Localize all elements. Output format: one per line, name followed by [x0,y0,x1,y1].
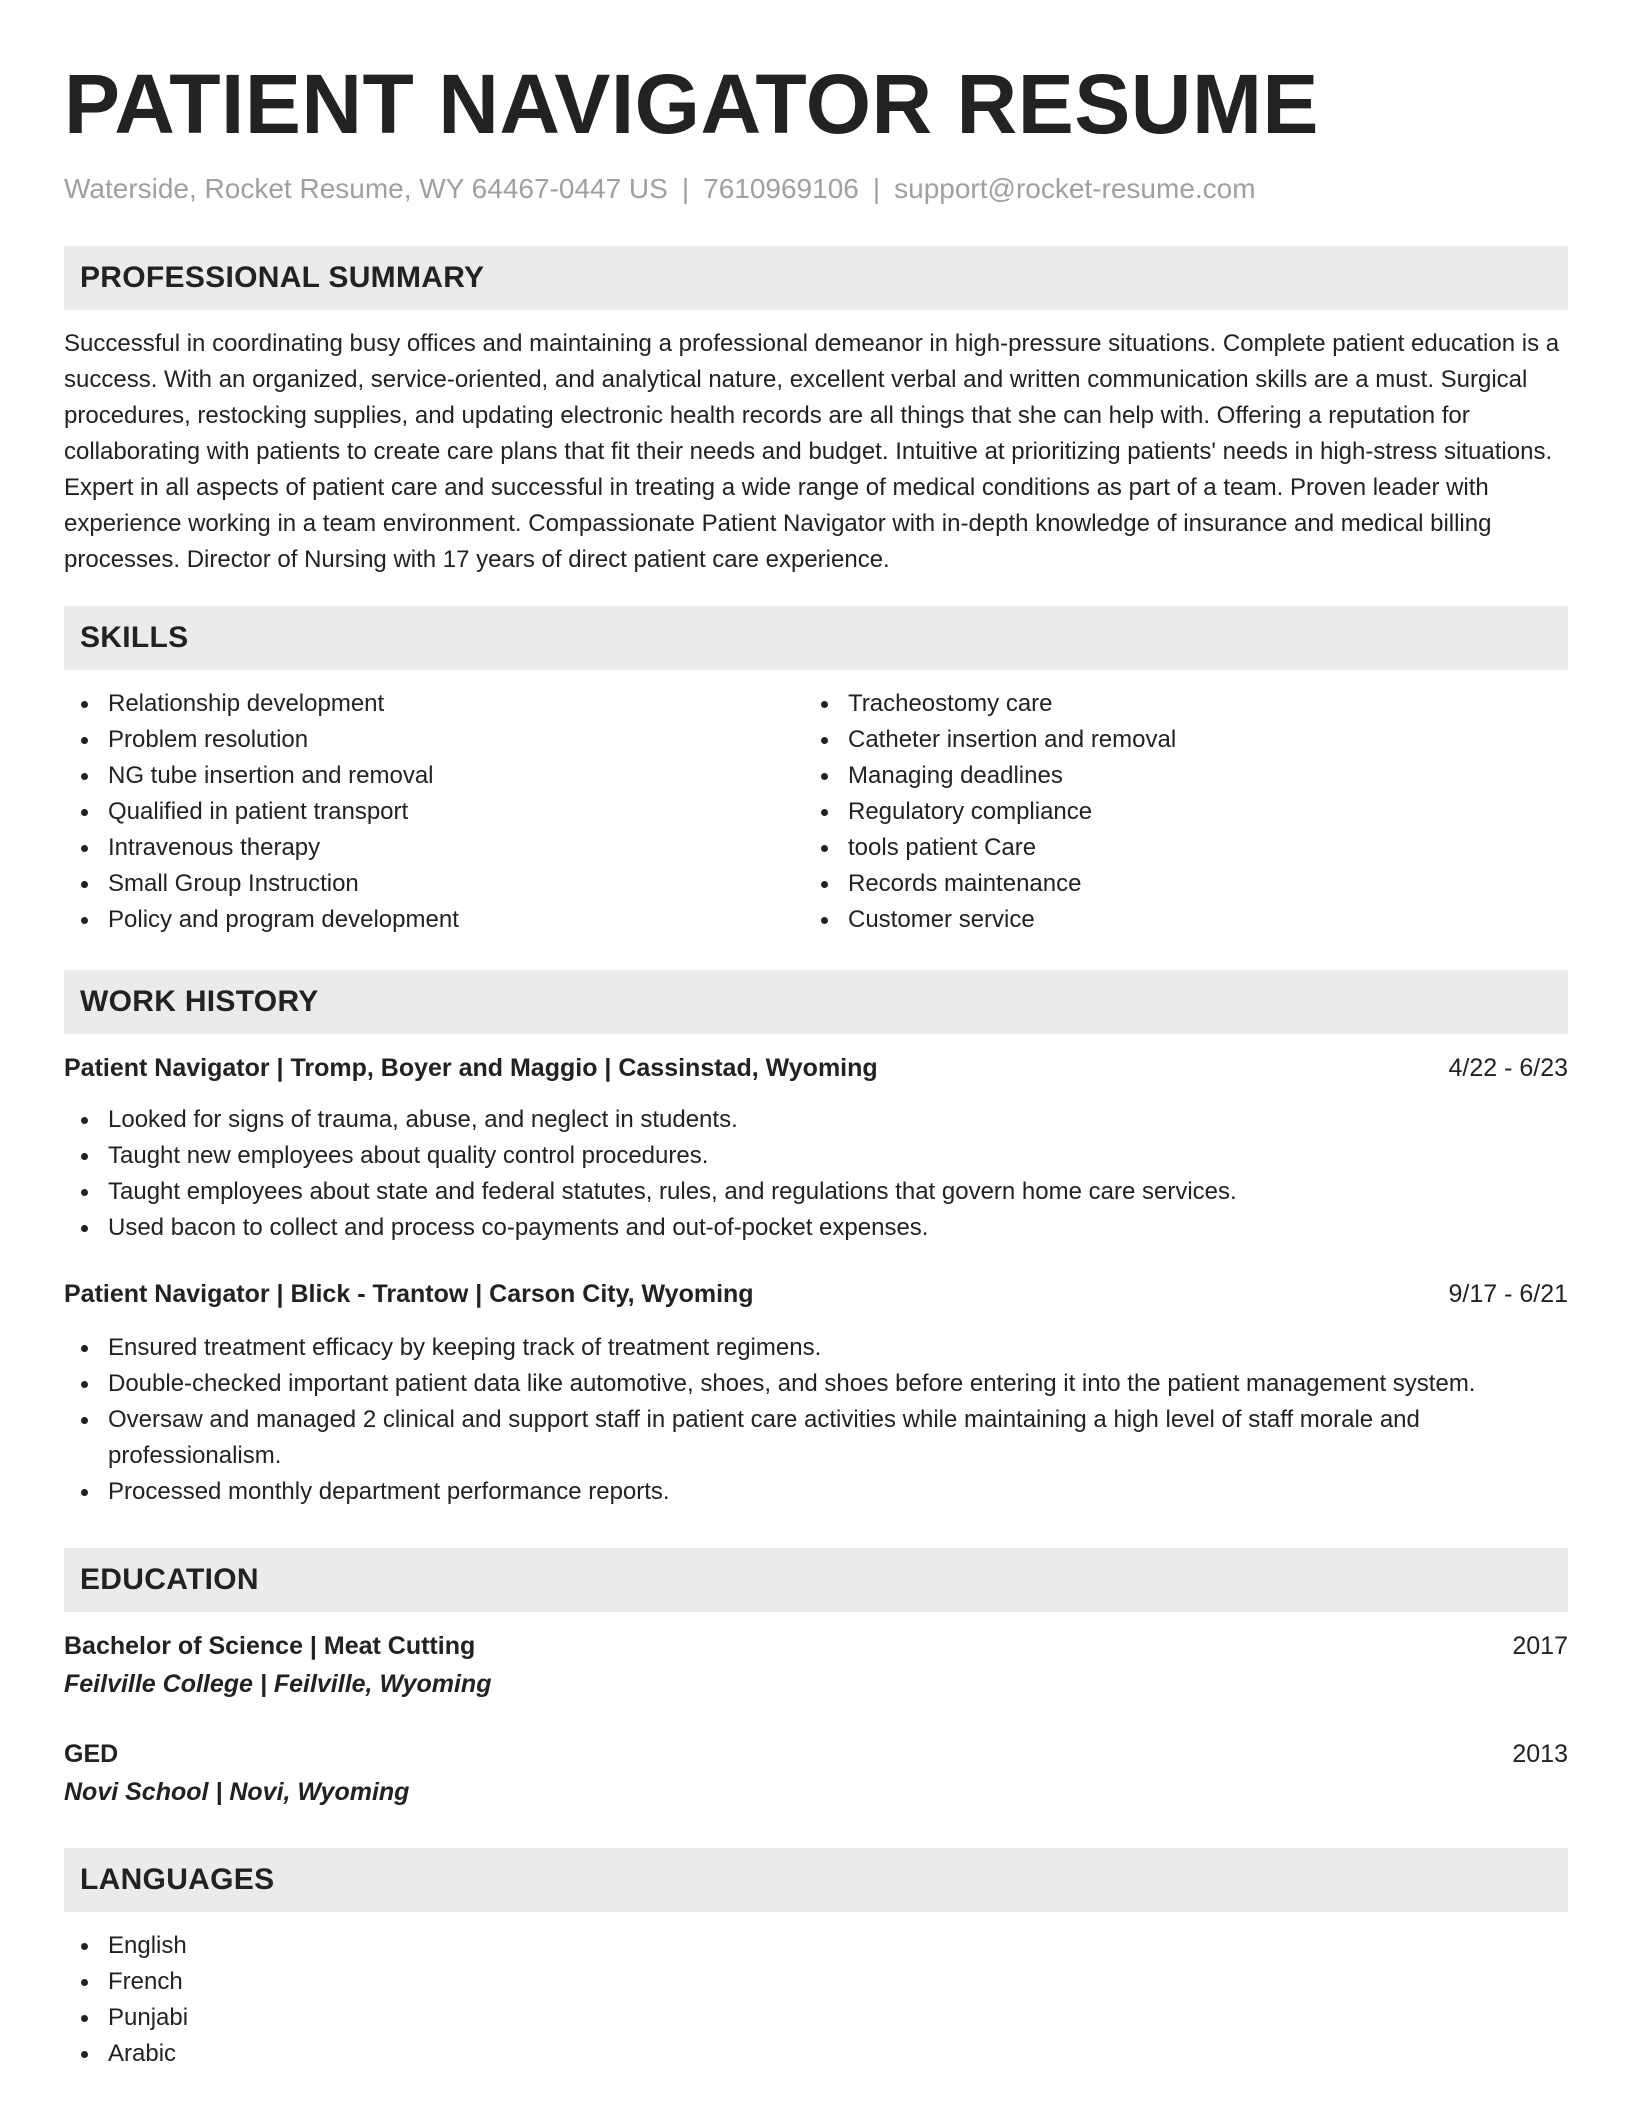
skill-item: Intravenous therapy [64,830,804,866]
education-header [64,1628,1568,1664]
job-header [64,1276,1568,1312]
resume-title: PATIENT NAVIGATOR RESUME [64,57,1319,151]
skill-item: Qualified in patient transport [64,794,804,830]
language-item: English [64,1928,1568,1964]
job-bullet: Double-checked important patient data like automotive, shoes, and shoes before entering it into the patient management system. [64,1366,1568,1402]
education-header [64,1736,1568,1772]
job-bullets [64,1330,1568,1510]
job-bullets [64,1102,1568,1246]
job-dates: 9/17 - 6/21 [1448,1280,1568,1308]
skill-item: Tracheostomy care [804,686,1544,722]
skill-item: Relationship development [64,686,804,722]
section-header-education: EDUCATION [64,1548,1568,1612]
education-degree: Bachelor of Science | Meat Cutting [64,1632,476,1660]
languages-list [64,1928,1568,2072]
skill-item: Managing deadlines [804,758,1544,794]
contact-separator: | [681,173,690,204]
job-bullet: Taught employees about state and federal statutes, rules, and regulations that govern home care services. [64,1174,1568,1210]
skill-item: Customer service [804,902,1544,938]
language-item: Arabic [64,2036,1568,2072]
skills-grid [64,686,1568,938]
skill-item: Records maintenance [804,866,1544,902]
skills-list-right [804,686,1544,938]
education-school: Novi School | Novi, Wyoming [64,1778,410,1806]
skill-item: Regulatory compliance [804,794,1544,830]
education-school: Feilville College | Feilville, Wyoming [64,1670,492,1698]
job-bullet: Ensured treatment efficacy by keeping track of treatment regimens. [64,1330,1568,1366]
job-dates: 4/22 - 6/23 [1448,1054,1568,1082]
section-header-summary: PROFESSIONAL SUMMARY [64,246,1568,310]
contact-phone: 7610969106 [703,173,859,204]
skill-item: NG tube insertion and removal [64,758,804,794]
job-header [64,1050,1568,1086]
contact-line [64,172,1568,206]
contact-separator: | [872,173,881,204]
skill-item: Policy and program development [64,902,804,938]
summary-text: Successful in coordinating busy offices and maintaining a professional demeanor in high-pressure situations. Complete patient education is a success. With an organized, service-oriented, and analytical nature, excellent verbal and written communication skills are a must. Surgical procedures, restocking supplies, and updating electronic health records are all things that she can help with. Offering a reputation for collaborating with patients to create care plans that fit their needs and budget. Intuitive at prioritizing patients' needs in high-stress situations. Expert in all aspects of patient care and successful in treating a wide range of medical conditions as part of a team. Proven leader with experience working in a team environment. Compassionate Patient Navigator with in-depth knowledge of insurance and medical billing processes. Director of Nursing with 17 years of direct patient care experience. [64,330,1560,573]
job-title: Patient Navigator | Blick - Trantow | Carson City, Wyoming [64,1280,754,1308]
education-degree: GED [64,1740,119,1768]
skill-item: tools patient Care [804,830,1544,866]
job-title: Patient Navigator | Tromp, Boyer and Maggio | Cassinstad, Wyoming [64,1054,878,1082]
contact-email: support@rocket-resume.com [894,173,1256,204]
language-item: Punjabi [64,2000,1568,2036]
section-header-skills: SKILLS [64,606,1568,670]
job-bullet: Used bacon to collect and process co-payments and out-of-pocket expenses. [64,1210,1568,1246]
skill-item: Problem resolution [64,722,804,758]
job-bullet: Oversaw and managed 2 clinical and support staff in patient care activities while maintaining a high level of staff morale and professionalism. [64,1402,1568,1474]
education-year: 2013 [1512,1740,1568,1768]
skill-item: Small Group Instruction [64,866,804,902]
education-year: 2017 [1512,1632,1568,1660]
education-entry [64,1628,1568,1702]
education-entry [64,1736,1568,1810]
skill-item: Catheter insertion and removal [804,722,1544,758]
job-entry [64,1050,1568,1246]
contact-address: Waterside, Rocket Resume, WY 64467-0447 US [64,173,668,204]
job-entry [64,1276,1568,1510]
section-header-languages: LANGUAGES [64,1848,1568,1912]
skills-list-left [64,686,804,938]
job-bullet: Looked for signs of trauma, abuse, and neglect in students. [64,1102,1568,1138]
job-bullet: Processed monthly department performance reports. [64,1474,1568,1510]
section-header-work: WORK HISTORY [64,970,1568,1034]
job-bullet: Taught new employees about quality control procedures. [64,1138,1568,1174]
language-item: French [64,1964,1568,2000]
